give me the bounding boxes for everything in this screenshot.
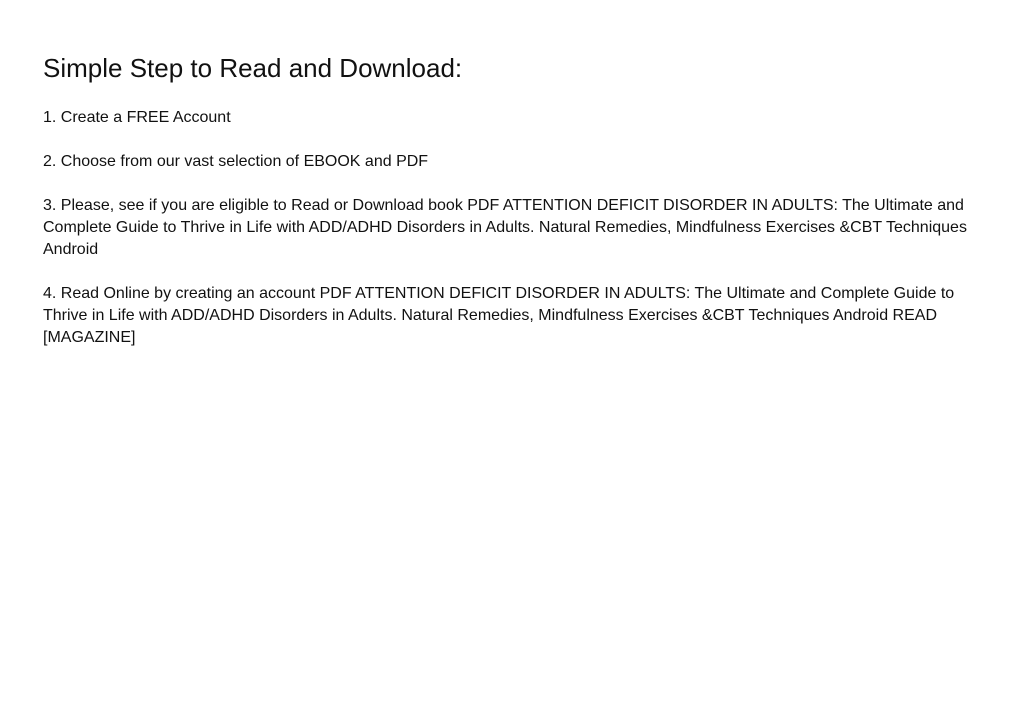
steps-list <box>43 107 973 349</box>
step-item: 4. Read Online by creating an account PDF ATTENTION DEFICIT DISORDER IN ADULTS: The Ultimate and Complete Guide to Thrive in Life with ADD/ADHD Disorders in Adults. Natural Remedies, Mindfulness Exercises &CBT Techniques Android READ [MAGAZINE] <box>43 285 955 346</box>
step-item: 1. Create a FREE Account <box>43 109 231 126</box>
step-item: 3. Please, see if you are eligible to Read or Download book PDF ATTENTION DEFICIT DISORDER IN ADULTS: The Ultimate and Complete Guide to Thrive in Life with ADD/ADHD Disorders in Adults. Natural Remedies, Mindfulness Exercises &CBT Techniques Android <box>43 197 967 258</box>
step-item: 2. Choose from our vast selection of EBOOK and PDF <box>43 153 429 170</box>
document-page <box>43 52 973 371</box>
page-title: Simple Step to Read and Download: <box>43 53 463 83</box>
